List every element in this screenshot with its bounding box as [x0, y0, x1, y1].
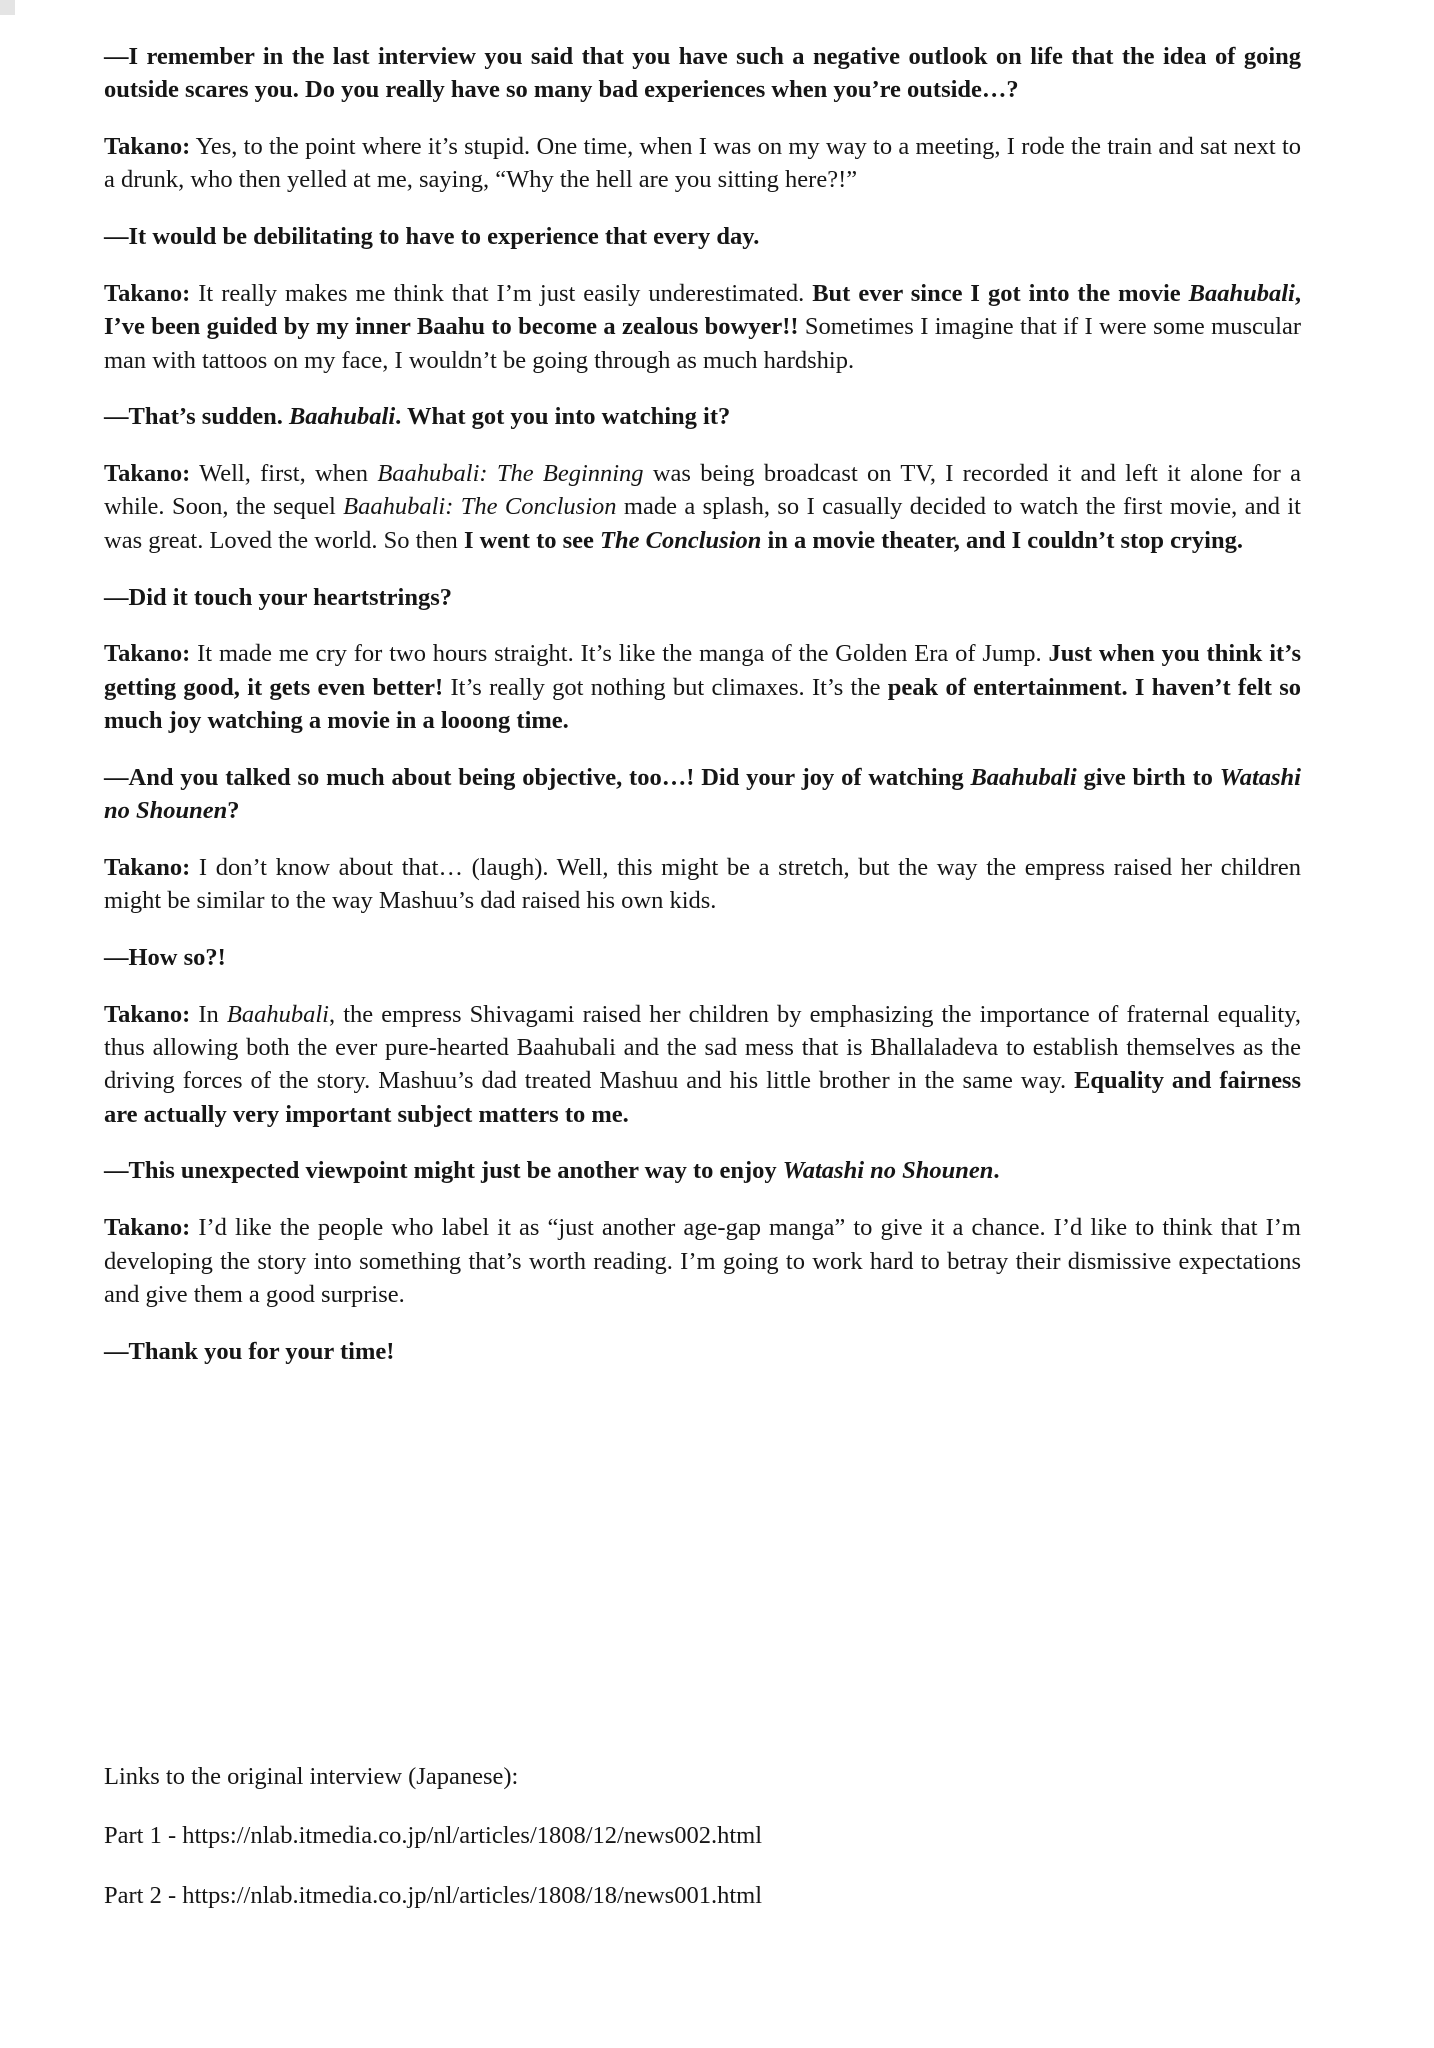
interview-answer: [104, 130, 1301, 197]
text-run: —This unexpected viewpoint might just be another way to enjoy: [104, 1157, 783, 1185]
text-run: give birth to: [1076, 763, 1220, 791]
interview-answer: [104, 998, 1301, 1131]
text-run: Baahubali: The Conclusion: [343, 493, 617, 521]
text-run: . What got you into watching it?: [395, 403, 731, 431]
scan-artifact: [0, 0, 15, 15]
speaker-label: Takano:: [104, 460, 191, 488]
text-run: Just when you think it’s getting good, it gets even better!: [104, 640, 1301, 701]
text-run: —Did it touch your heartstrings?: [104, 583, 453, 611]
speaker-label: Takano:: [104, 1000, 191, 1028]
interview-answer: [104, 851, 1301, 918]
text-run: in a movie theater, and I couldn’t stop crying.: [761, 526, 1243, 554]
text-run: —Thank you for your time!: [104, 1337, 395, 1365]
text-run: —And you talked so much about being objective, too…! Did your joy of watching: [104, 763, 971, 791]
interview-question: [104, 40, 1301, 107]
text-run: Well, first, when: [190, 460, 378, 488]
text-run: Baahubali: [226, 1000, 329, 1028]
text-run: It’s really got nothing but climaxes. It’s the: [443, 673, 888, 701]
text-run: The Conclusion: [600, 526, 762, 554]
text-run: was being broadcast on TV, I recorded it and left it alone for a while. Soon, the sequel: [104, 460, 1301, 521]
interview-question: [104, 1154, 1301, 1187]
interview-answer: [104, 1211, 1301, 1311]
text-run: Equality and fairness are actually very important subject matters to me.: [104, 1067, 1302, 1128]
interview-question: [104, 400, 1301, 433]
text-run: —I remember in the last interview you said that you have such a negative outlook on life that the idea of going outside scares you. Do you really have so many bad experiences when you’re outside…?: [104, 43, 1301, 104]
text-run: —How so?!: [104, 943, 226, 971]
interview-question: [104, 220, 1301, 253]
interview-answer: [104, 457, 1301, 557]
text-run: It really makes me think that I’m just easily underestimated.: [190, 279, 813, 307]
text-run: Watashi no Shounen: [104, 763, 1301, 825]
speaker-label: Takano:: [104, 279, 191, 307]
text-run: ?: [227, 797, 240, 825]
interview-question: [104, 941, 1301, 974]
text-run: But ever since I got into the movie: [812, 279, 1189, 307]
text-run: made a splash, so I casually decided to watch the first movie, and it was great. Loved the world. So then: [104, 493, 1301, 554]
text-run: I don’t know about that… (laugh). Well, this might be a stretch, but the way the empress raised her children might be similar to the way Mashuu’s dad raised his own kids.: [104, 853, 1301, 915]
links-section: [104, 1760, 1301, 1938]
text-run: .: [993, 1157, 1000, 1185]
speaker-label: Takano:: [104, 1214, 191, 1242]
text-run: I’d like the people who label it as “just another age-gap manga” to give it a chance. I’d like to think that I’m developing the story into something that’s worth reading. I’m going to work hard to betray their dismissive expectations and give them a good surprise.: [104, 1214, 1301, 1308]
interview-question: [104, 761, 1301, 828]
text-run: Baahubali: [288, 403, 396, 431]
text-run: Sometimes I imagine that if I were some muscular man with tattoos on my face, I wouldn’t be going through as much hardship.: [104, 313, 1301, 374]
text-run: It made me cry for two hours straight. It’s like the manga of the Golden Era of Jump.: [190, 640, 1049, 668]
speaker-label: Takano:: [104, 640, 191, 668]
text-run: I went to see: [463, 526, 601, 554]
interview-question: [104, 1335, 1301, 1368]
text-run: Baahubali: The Beginning: [377, 460, 644, 488]
text-run: peak of entertainment. I haven’t felt so much joy watching a movie in a looong time.: [104, 673, 1301, 734]
text-run: In: [190, 1000, 227, 1028]
links-heading: Links to the original interview (Japanese):: [104, 1763, 519, 1790]
text-run: , I’ve been guided by my inner Baahu to become a zealous bowyer!!: [104, 279, 1301, 341]
link-line-part2: Part 2 - https://nlab.itmedia.co.jp/nl/articles/1808/18/news001.html: [104, 1881, 763, 1909]
interview-question: [104, 581, 1301, 614]
text-run: Watashi no Shounen: [782, 1157, 994, 1185]
text-run: Yes, to the point where it’s stupid. One time, when I was on my way to a meeting, I rode the train and sat next to a drunk, who then yelled at me, saying, “Why the hell are you sitting here?!”: [104, 133, 1301, 194]
interview-answer: [104, 277, 1301, 377]
interview-answer: [104, 637, 1301, 737]
text-run: —That’s sudden.: [104, 403, 289, 431]
text-run: —It would be debilitating to have to experience that every day.: [104, 223, 760, 251]
interview-body: [104, 40, 1301, 1391]
link-line-part1: Part 1 - https://nlab.itmedia.co.jp/nl/articles/1808/12/news002.html: [104, 1822, 763, 1850]
speaker-label: Takano:: [104, 133, 191, 161]
text-run: , the empress Shivagami raised her children by emphasizing the importance of fraternal equality, thus allowing both the ever pure-hearted Baahubali and the sad mess that is Bhallaladeva to establish themselves as the driving forces of the story. Mashuu’s dad treated Mashuu and his little brother in the same way.: [104, 1000, 1301, 1095]
text-run: Baahubali: [970, 763, 1077, 791]
speaker-label: Takano:: [104, 853, 191, 881]
text-run: Baahubali: [1188, 279, 1295, 307]
